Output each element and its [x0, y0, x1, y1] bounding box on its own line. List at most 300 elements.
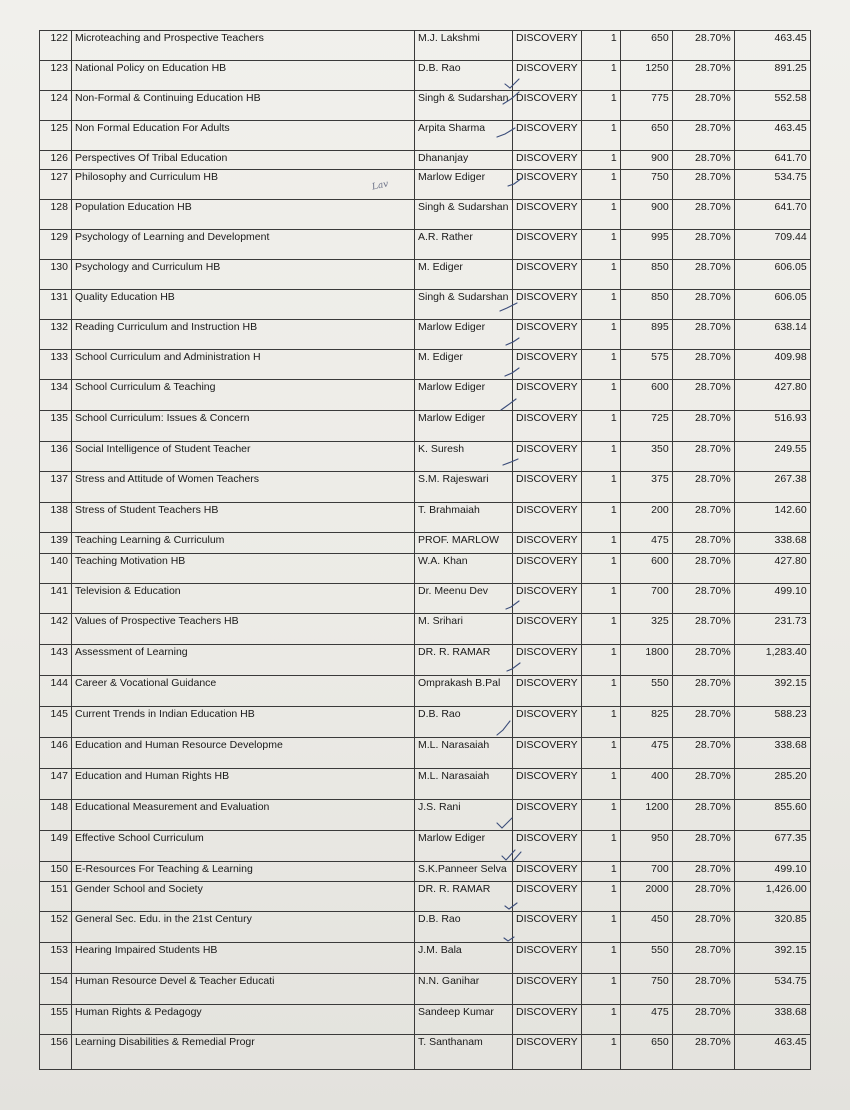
discount-percent: 28.70% [672, 707, 734, 738]
author-name: Singh & Sudarshan [415, 200, 513, 230]
net-amount: 338.68 [734, 533, 810, 554]
table-row [40, 1005, 811, 1035]
net-amount: 463.45 [734, 1035, 810, 1070]
row-number: 139 [40, 533, 72, 554]
author-name: Marlow Ediger [415, 380, 513, 411]
publisher-name: DISCOVERY [513, 769, 582, 800]
row-number: 148 [40, 800, 72, 831]
net-amount: 427.80 [734, 554, 810, 584]
publisher-name: DISCOVERY [513, 707, 582, 738]
row-number: 144 [40, 676, 72, 707]
net-amount: 709.44 [734, 230, 810, 260]
discount-percent: 28.70% [672, 503, 734, 533]
discount-percent: 28.70% [672, 290, 734, 320]
discount-percent: 28.70% [672, 442, 734, 472]
price: 750 [620, 974, 672, 1005]
discount-percent: 28.70% [672, 943, 734, 974]
net-amount: 285.20 [734, 769, 810, 800]
row-number: 152 [40, 912, 72, 943]
author-name: N.N. Ganihar [415, 974, 513, 1005]
price: 750 [620, 170, 672, 200]
discount-percent: 28.70% [672, 769, 734, 800]
discount-percent: 28.70% [672, 676, 734, 707]
quantity: 1 [581, 974, 620, 1005]
book-title: Psychology and Curriculum HB [72, 260, 415, 290]
book-title: Career & Vocational Guidance [72, 676, 415, 707]
book-title: Teaching Learning & Curriculum [72, 533, 415, 554]
author-name: D.B. Rao [415, 707, 513, 738]
quantity: 1 [581, 943, 620, 974]
publisher-name: DISCOVERY [513, 584, 582, 614]
book-title: Current Trends in Indian Education HB [72, 707, 415, 738]
publisher-name: DISCOVERY [513, 912, 582, 943]
net-amount: 641.70 [734, 151, 810, 170]
book-title: Television & Education [72, 584, 415, 614]
table-row [40, 31, 811, 61]
discount-percent: 28.70% [672, 151, 734, 170]
discount-percent: 28.70% [672, 554, 734, 584]
net-amount: 677.35 [734, 831, 810, 862]
table-row [40, 912, 811, 943]
table-row [40, 614, 811, 645]
quantity: 1 [581, 91, 620, 121]
price: 650 [620, 1035, 672, 1070]
row-number: 135 [40, 411, 72, 442]
quantity: 1 [581, 31, 620, 61]
publisher-name: DISCOVERY [513, 472, 582, 503]
author-name: Marlow Ediger [415, 320, 513, 350]
author-name: T. Brahmaiah [415, 503, 513, 533]
author-name: Dhananjay [415, 151, 513, 170]
author-name: Marlow Ediger [415, 411, 513, 442]
discount-percent: 28.70% [672, 1035, 734, 1070]
author-name: Singh & Sudarshan [415, 91, 513, 121]
author-name: DR. R. RAMAR [415, 645, 513, 676]
quantity: 1 [581, 676, 620, 707]
net-amount: 499.10 [734, 584, 810, 614]
book-title: Social Intelligence of Student Teacher [72, 442, 415, 472]
quantity: 1 [581, 584, 620, 614]
net-amount: 855.60 [734, 800, 810, 831]
table-row [40, 380, 811, 411]
table-row [40, 151, 811, 170]
quantity: 1 [581, 411, 620, 442]
quantity: 1 [581, 800, 620, 831]
price: 950 [620, 831, 672, 862]
price: 475 [620, 533, 672, 554]
table-row [40, 170, 811, 200]
discount-percent: 28.70% [672, 800, 734, 831]
price: 550 [620, 676, 672, 707]
book-title: School Curriculum & Teaching [72, 380, 415, 411]
quantity: 1 [581, 1005, 620, 1035]
discount-percent: 28.70% [672, 31, 734, 61]
discount-percent: 28.70% [672, 645, 734, 676]
author-name: J.S. Rani [415, 800, 513, 831]
net-amount: 320.85 [734, 912, 810, 943]
publisher-name: DISCOVERY [513, 411, 582, 442]
row-number: 153 [40, 943, 72, 974]
net-amount: 142.60 [734, 503, 810, 533]
quantity: 1 [581, 738, 620, 769]
quantity: 1 [581, 533, 620, 554]
net-amount: 1,283.40 [734, 645, 810, 676]
publisher-name: DISCOVERY [513, 170, 582, 200]
publisher-name: DISCOVERY [513, 31, 582, 61]
net-amount: 463.45 [734, 31, 810, 61]
author-name: Singh & Sudarshan [415, 290, 513, 320]
net-amount: 249.55 [734, 442, 810, 472]
price: 2000 [620, 882, 672, 912]
net-amount: 267.38 [734, 472, 810, 503]
discount-percent: 28.70% [672, 912, 734, 943]
row-number: 142 [40, 614, 72, 645]
publisher-name: DISCOVERY [513, 230, 582, 260]
publisher-name: DISCOVERY [513, 676, 582, 707]
discount-percent: 28.70% [672, 91, 734, 121]
quantity: 1 [581, 882, 620, 912]
net-amount: 392.15 [734, 943, 810, 974]
row-number: 140 [40, 554, 72, 584]
row-number: 130 [40, 260, 72, 290]
author-name: K. Suresh [415, 442, 513, 472]
book-title: Human Rights & Pedagogy [72, 1005, 415, 1035]
price: 775 [620, 91, 672, 121]
book-title: Stress of Student Teachers HB [72, 503, 415, 533]
quantity: 1 [581, 170, 620, 200]
publisher-name: DISCOVERY [513, 1005, 582, 1035]
book-title: Teaching Motivation HB [72, 554, 415, 584]
book-title: Assessment of Learning [72, 645, 415, 676]
discount-percent: 28.70% [672, 974, 734, 1005]
table-row [40, 290, 811, 320]
author-name: A.R. Rather [415, 230, 513, 260]
publisher-name: DISCOVERY [513, 503, 582, 533]
table-row [40, 121, 811, 151]
net-amount: 1,426.00 [734, 882, 810, 912]
quantity: 1 [581, 260, 620, 290]
price: 700 [620, 584, 672, 614]
discount-percent: 28.70% [672, 533, 734, 554]
discount-percent: 28.70% [672, 350, 734, 380]
net-amount: 231.73 [734, 614, 810, 645]
quantity: 1 [581, 121, 620, 151]
net-amount: 409.98 [734, 350, 810, 380]
price: 375 [620, 472, 672, 503]
book-list-table [39, 30, 811, 1070]
price: 325 [620, 614, 672, 645]
book-title: Population Education HB [72, 200, 415, 230]
discount-percent: 28.70% [672, 230, 734, 260]
table-row [40, 411, 811, 442]
author-name: T. Santhanam [415, 1035, 513, 1070]
price: 850 [620, 260, 672, 290]
book-title: E-Resources For Teaching & Learning [72, 862, 415, 882]
discount-percent: 28.70% [672, 614, 734, 645]
net-amount: 392.15 [734, 676, 810, 707]
table-row [40, 1035, 811, 1070]
net-amount: 499.10 [734, 862, 810, 882]
book-title: Gender School and Society [72, 882, 415, 912]
publisher-name: DISCOVERY [513, 260, 582, 290]
discount-percent: 28.70% [672, 61, 734, 91]
quantity: 1 [581, 554, 620, 584]
price: 900 [620, 200, 672, 230]
author-name: S.M. Rajeswari [415, 472, 513, 503]
quantity: 1 [581, 151, 620, 170]
book-title: General Sec. Edu. in the 21st Century [72, 912, 415, 943]
quantity: 1 [581, 503, 620, 533]
price: 400 [620, 769, 672, 800]
quantity: 1 [581, 614, 620, 645]
row-number: 123 [40, 61, 72, 91]
table-row [40, 645, 811, 676]
publisher-name: DISCOVERY [513, 974, 582, 1005]
row-number: 156 [40, 1035, 72, 1070]
table-row [40, 800, 811, 831]
author-name: M. Srihari [415, 614, 513, 645]
author-name: W.A. Khan [415, 554, 513, 584]
row-number: 137 [40, 472, 72, 503]
net-amount: 427.80 [734, 380, 810, 411]
publisher-name: DISCOVERY [513, 200, 582, 230]
publisher-name: DISCOVERY [513, 533, 582, 554]
discount-percent: 28.70% [672, 320, 734, 350]
author-name: M.J. Lakshmi [415, 31, 513, 61]
net-amount: 606.05 [734, 290, 810, 320]
row-number: 127 [40, 170, 72, 200]
price: 475 [620, 738, 672, 769]
quantity: 1 [581, 380, 620, 411]
discount-percent: 28.70% [672, 380, 734, 411]
quantity: 1 [581, 769, 620, 800]
net-amount: 534.75 [734, 170, 810, 200]
discount-percent: 28.70% [672, 170, 734, 200]
price: 825 [620, 707, 672, 738]
quantity: 1 [581, 350, 620, 380]
discount-percent: 28.70% [672, 411, 734, 442]
book-title: Learning Disabilities & Remedial Progr [72, 1035, 415, 1070]
author-name: M. Ediger [415, 350, 513, 380]
row-number: 131 [40, 290, 72, 320]
book-title: Stress and Attitude of Women Teachers [72, 472, 415, 503]
book-title: Education and Human Resource Developme [72, 738, 415, 769]
row-number: 134 [40, 380, 72, 411]
table-row [40, 738, 811, 769]
publisher-name: DISCOVERY [513, 442, 582, 472]
publisher-name: DISCOVERY [513, 380, 582, 411]
book-title: Education and Human Rights HB [72, 769, 415, 800]
row-number: 126 [40, 151, 72, 170]
table-row [40, 61, 811, 91]
author-name: Sandeep Kumar [415, 1005, 513, 1035]
publisher-name: DISCOVERY [513, 862, 582, 882]
publisher-name: DISCOVERY [513, 350, 582, 380]
book-title: Perspectives Of Tribal Education [72, 151, 415, 170]
author-name: J.M. Bala [415, 943, 513, 974]
price: 1250 [620, 61, 672, 91]
row-number: 154 [40, 974, 72, 1005]
quantity: 1 [581, 1035, 620, 1070]
quantity: 1 [581, 442, 620, 472]
discount-percent: 28.70% [672, 831, 734, 862]
discount-percent: 28.70% [672, 472, 734, 503]
price: 650 [620, 121, 672, 151]
publisher-name: DISCOVERY [513, 882, 582, 912]
row-number: 151 [40, 882, 72, 912]
price: 1800 [620, 645, 672, 676]
table-row [40, 769, 811, 800]
book-title: Educational Measurement and Evaluation [72, 800, 415, 831]
price: 1200 [620, 800, 672, 831]
row-number: 141 [40, 584, 72, 614]
book-title: National Policy on Education HB [72, 61, 415, 91]
table-row [40, 533, 811, 554]
row-number: 128 [40, 200, 72, 230]
quantity: 1 [581, 320, 620, 350]
author-name: M.L. Narasaiah [415, 769, 513, 800]
net-amount: 891.25 [734, 61, 810, 91]
discount-percent: 28.70% [672, 882, 734, 912]
net-amount: 338.68 [734, 1005, 810, 1035]
price: 900 [620, 151, 672, 170]
row-number: 132 [40, 320, 72, 350]
handwritten-note: Lav [371, 179, 390, 193]
price: 650 [620, 31, 672, 61]
price: 850 [620, 290, 672, 320]
row-number: 129 [40, 230, 72, 260]
book-title: Microteaching and Prospective Teachers [72, 31, 415, 61]
table-row [40, 472, 811, 503]
author-name: DR. R. RAMAR [415, 882, 513, 912]
table-row [40, 350, 811, 380]
publisher-name: DISCOVERY [513, 91, 582, 121]
row-number: 149 [40, 831, 72, 862]
book-title: Hearing Impaired Students HB [72, 943, 415, 974]
publisher-name: DISCOVERY [513, 831, 582, 862]
book-title: Quality Education HB [72, 290, 415, 320]
book-title: Reading Curriculum and Instruction HB [72, 320, 415, 350]
row-number: 147 [40, 769, 72, 800]
book-title: Psychology of Learning and Development [72, 230, 415, 260]
net-amount: 638.14 [734, 320, 810, 350]
table-body [40, 31, 811, 1070]
publisher-name: DISCOVERY [513, 554, 582, 584]
row-number: 155 [40, 1005, 72, 1035]
row-number: 138 [40, 503, 72, 533]
price: 550 [620, 943, 672, 974]
table-row [40, 554, 811, 584]
net-amount: 588.23 [734, 707, 810, 738]
row-number: 145 [40, 707, 72, 738]
author-name: D.B. Rao [415, 61, 513, 91]
quantity: 1 [581, 831, 620, 862]
publisher-name: DISCOVERY [513, 61, 582, 91]
discount-percent: 28.70% [672, 584, 734, 614]
row-number: 143 [40, 645, 72, 676]
price: 450 [620, 912, 672, 943]
book-title: Effective School Curriculum [72, 831, 415, 862]
book-title: School Curriculum: Issues & Concern [72, 411, 415, 442]
book-title: Non-Formal & Continuing Education HB [72, 91, 415, 121]
row-number: 146 [40, 738, 72, 769]
row-number: 133 [40, 350, 72, 380]
row-number: 124 [40, 91, 72, 121]
table-row [40, 707, 811, 738]
quantity: 1 [581, 645, 620, 676]
author-name: Marlow Ediger [415, 170, 513, 200]
discount-percent: 28.70% [672, 862, 734, 882]
publisher-name: DISCOVERY [513, 614, 582, 645]
price: 995 [620, 230, 672, 260]
row-number: 136 [40, 442, 72, 472]
quantity: 1 [581, 290, 620, 320]
book-title: School Curriculum and Administration H [72, 350, 415, 380]
net-amount: 641.70 [734, 200, 810, 230]
price: 475 [620, 1005, 672, 1035]
table-row [40, 943, 811, 974]
table-row [40, 831, 811, 862]
net-amount: 463.45 [734, 121, 810, 151]
publisher-name: DISCOVERY [513, 645, 582, 676]
book-title: Non Formal Education For Adults [72, 121, 415, 151]
quantity: 1 [581, 912, 620, 943]
publisher-name: DISCOVERY [513, 943, 582, 974]
net-amount: 606.05 [734, 260, 810, 290]
book-title: Values of Prospective Teachers HB [72, 614, 415, 645]
price: 200 [620, 503, 672, 533]
price: 895 [620, 320, 672, 350]
table-row [40, 320, 811, 350]
price: 575 [620, 350, 672, 380]
table-row [40, 974, 811, 1005]
publisher-name: DISCOVERY [513, 290, 582, 320]
table-row [40, 584, 811, 614]
table-row [40, 676, 811, 707]
author-name: PROF. MARLOW [415, 533, 513, 554]
net-amount: 534.75 [734, 974, 810, 1005]
discount-percent: 28.70% [672, 260, 734, 290]
author-name: D.B. Rao [415, 912, 513, 943]
author-name: Dr. Meenu Dev [415, 584, 513, 614]
quantity: 1 [581, 862, 620, 882]
publisher-name: DISCOVERY [513, 151, 582, 170]
book-title: Human Resource Devel & Teacher Educati [72, 974, 415, 1005]
discount-percent: 28.70% [672, 121, 734, 151]
author-name: Marlow Ediger [415, 831, 513, 862]
author-name: Omprakash B.Pal [415, 676, 513, 707]
table-row [40, 260, 811, 290]
row-number: 122 [40, 31, 72, 61]
author-name: Arpita Sharma [415, 121, 513, 151]
price: 600 [620, 554, 672, 584]
net-amount: 338.68 [734, 738, 810, 769]
table-row [40, 230, 811, 260]
table-row [40, 200, 811, 230]
quantity: 1 [581, 200, 620, 230]
net-amount: 516.93 [734, 411, 810, 442]
quantity: 1 [581, 230, 620, 260]
price: 350 [620, 442, 672, 472]
row-number: 150 [40, 862, 72, 882]
publisher-name: DISCOVERY [513, 121, 582, 151]
table-row [40, 862, 811, 882]
book-title: Philosophy and Curriculum HB [72, 170, 415, 200]
net-amount: 552.58 [734, 91, 810, 121]
row-number: 125 [40, 121, 72, 151]
author-name: M.L. Narasaiah [415, 738, 513, 769]
publisher-name: DISCOVERY [513, 800, 582, 831]
